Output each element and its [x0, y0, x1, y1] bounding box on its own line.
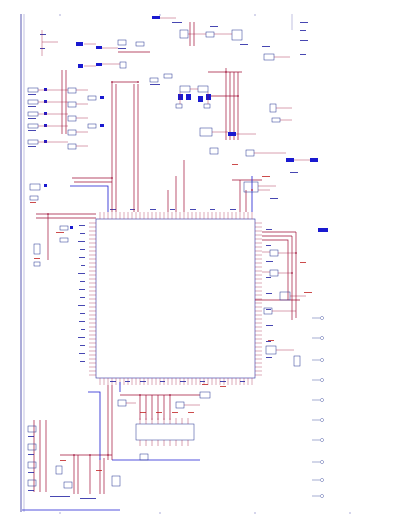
junction-dots	[47, 71, 297, 456]
main-ic	[78, 209, 273, 385]
main-ic-pins-bottom	[100, 378, 252, 385]
main-ic-pins-right	[255, 223, 262, 375]
top-right-components	[200, 22, 328, 232]
main-ic-pins-top	[100, 212, 252, 219]
blue-buses	[22, 176, 252, 510]
main-ic-pins-left	[89, 223, 96, 375]
right-edge-connector-labels	[312, 317, 324, 498]
left-middle-components	[30, 184, 73, 266]
main-ic-pin-label-marks	[78, 209, 273, 382]
right-column-components	[262, 250, 312, 366]
top-center-components	[40, 16, 248, 108]
sheet-frame	[21, 14, 350, 514]
bottom-center-components	[118, 384, 226, 460]
